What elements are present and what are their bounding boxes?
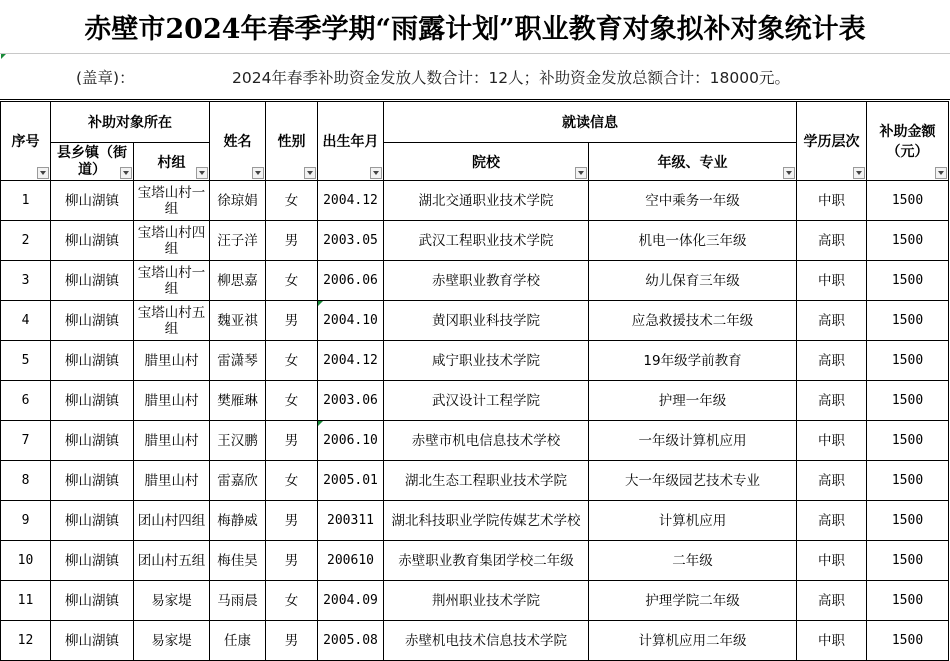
cell-level: 高职: [797, 581, 867, 621]
cell-grade: 计算机应用二年级: [589, 621, 797, 661]
cell-no: 7: [1, 421, 51, 461]
cell-gender: 男: [266, 621, 318, 661]
cell-grade: 二年级: [589, 541, 797, 581]
cell-school: 赤壁机电技术信息技术学院: [384, 621, 589, 661]
table-row: [1, 341, 949, 381]
cell-village: 腊里山村: [134, 421, 210, 461]
table-row: [1, 381, 949, 421]
cell-marker-icon: [318, 421, 323, 426]
table-row: [1, 301, 949, 341]
col-header-no: 序号: [1, 102, 51, 181]
cell-grade: 一年级计算机应用: [589, 421, 797, 461]
cell-school: 武汉设计工程学院: [384, 381, 589, 421]
cell-name: 梅佳昊: [210, 541, 266, 581]
cell-no: 3: [1, 261, 51, 301]
cell-name: 雷潇琴: [210, 341, 266, 381]
filter-dropdown-icon[interactable]: [252, 167, 264, 179]
cell-school: 黄冈职业科技学院: [384, 301, 589, 341]
col-header-level: 学历层次: [797, 102, 867, 181]
cell-gender: 男: [266, 541, 318, 581]
cell-level: 高职: [797, 341, 867, 381]
cell-name: 梅静威: [210, 501, 266, 541]
cell-gender: 男: [266, 221, 318, 261]
cell-amount: 1500: [867, 581, 949, 621]
cell-village: 宝塔山村四组: [134, 221, 210, 261]
cell-name: 任康: [210, 621, 266, 661]
col-header-village: 村组: [134, 143, 210, 181]
cell-village: 易家堤: [134, 581, 210, 621]
cell-town: 柳山湖镇: [51, 301, 134, 341]
cell-birth: 2003.06: [318, 381, 384, 421]
cell-school: 湖北交通职业技术学院: [384, 181, 589, 221]
cell-village: 腊里山村: [134, 461, 210, 501]
cell-town: 柳山湖镇: [51, 461, 134, 501]
cell-grade: 19年级学前教育: [589, 341, 797, 381]
cell-village: 腊里山村: [134, 381, 210, 421]
cell-name: 马雨晨: [210, 581, 266, 621]
cell-village: 腊里山村: [134, 341, 210, 381]
col-header-location: 补助对象所在: [51, 102, 210, 143]
cell-town: 柳山湖镇: [51, 421, 134, 461]
cell-school: 赤壁职业教育集团学校二年级: [384, 541, 589, 581]
cell-amount: 1500: [867, 501, 949, 541]
cell-amount: 1500: [867, 261, 949, 301]
cell-marker-icon: [1, 54, 6, 59]
cell-village: 宝塔山村一组: [134, 261, 210, 301]
filter-dropdown-icon[interactable]: [853, 167, 865, 179]
col-header-gender: 性别: [266, 102, 318, 181]
cell-birth: 2004.12: [318, 181, 384, 221]
table-row: [1, 181, 949, 221]
col-header-amount: 补助金额（元）: [867, 102, 949, 181]
summary-text: 2024年春季补助资金发放人数合计：12人；补助资金发放总额合计：18000元。: [232, 69, 790, 87]
cell-no: 10: [1, 541, 51, 581]
col-header-name: 姓名: [210, 102, 266, 181]
cell-amount: 1500: [867, 221, 949, 261]
cell-school: 赤壁职业教育学校: [384, 261, 589, 301]
filter-dropdown-icon[interactable]: [37, 167, 49, 179]
cell-town: 柳山湖镇: [51, 181, 134, 221]
table-row: [1, 221, 949, 261]
cell-level: 中职: [797, 621, 867, 661]
cell-village: 宝塔山村五组: [134, 301, 210, 341]
cell-no: 1: [1, 181, 51, 221]
cell-grade: 幼儿保育三年级: [589, 261, 797, 301]
filter-dropdown-icon[interactable]: [120, 167, 132, 179]
table-row: [1, 581, 949, 621]
cell-level: 中职: [797, 421, 867, 461]
cell-level: 高职: [797, 301, 867, 341]
cell-town: 柳山湖镇: [51, 541, 134, 581]
cell-grade: 护理学院二年级: [589, 581, 797, 621]
cell-town: 柳山湖镇: [51, 261, 134, 301]
cell-town: 柳山湖镇: [51, 221, 134, 261]
cell-gender: 男: [266, 501, 318, 541]
cell-name: 徐琼娟: [210, 181, 266, 221]
cell-town: 柳山湖镇: [51, 501, 134, 541]
cell-amount: 1500: [867, 461, 949, 501]
cell-school: 湖北生态工程职业技术学院: [384, 461, 589, 501]
cell-amount: 1500: [867, 381, 949, 421]
cell-birth: 2006.06: [318, 261, 384, 301]
cell-amount: 1500: [867, 541, 949, 581]
cell-grade: 计算机应用: [589, 501, 797, 541]
cell-school: 湖北科技职业学院传媒艺术学校: [384, 501, 589, 541]
cell-no: 6: [1, 381, 51, 421]
cell-name: 汪子洋: [210, 221, 266, 261]
cell-gender: 男: [266, 421, 318, 461]
col-header-school: 院校: [384, 143, 589, 181]
cell-town: 柳山湖镇: [51, 581, 134, 621]
cell-village: 易家堤: [134, 621, 210, 661]
cell-no: 11: [1, 581, 51, 621]
cell-gender: 男: [266, 301, 318, 341]
cell-birth: 2005.01: [318, 461, 384, 501]
cell-school: 荆州职业技术学院: [384, 581, 589, 621]
cell-no: 2: [1, 221, 51, 261]
filter-dropdown-icon[interactable]: [935, 167, 947, 179]
cell-grade: 空中乘务一年级: [589, 181, 797, 221]
cell-school: 咸宁职业技术学院: [384, 341, 589, 381]
col-header-county: 县乡镇（街道）: [51, 143, 134, 181]
cell-no: 12: [1, 621, 51, 661]
cell-amount: 1500: [867, 181, 949, 221]
table-row: [1, 461, 949, 501]
cell-birth: 2004.09: [318, 581, 384, 621]
cell-amount: 1500: [867, 341, 949, 381]
cell-level: 高职: [797, 381, 867, 421]
cell-name: 王汉鹏: [210, 421, 266, 461]
cell-birth: 2003.05: [318, 221, 384, 261]
filter-dropdown-icon[interactable]: [575, 167, 587, 179]
page-title: 赤壁市2024年春季学期“雨露计划”职业教育对象拟补对象统计表: [0, 0, 950, 54]
table-row: [1, 621, 949, 661]
cell-town: 柳山湖镇: [51, 341, 134, 381]
cell-village: 宝塔山村一组: [134, 181, 210, 221]
cell-name: 柳思嘉: [210, 261, 266, 301]
cell-town: 柳山湖镇: [51, 621, 134, 661]
cell-gender: 女: [266, 341, 318, 381]
cell-no: 4: [1, 301, 51, 341]
cell-no: 8: [1, 461, 51, 501]
cell-amount: 1500: [867, 301, 949, 341]
filter-dropdown-icon[interactable]: [783, 167, 795, 179]
cell-birth: 2005.08: [318, 621, 384, 661]
cell-level: 高职: [797, 461, 867, 501]
table-row: [1, 421, 949, 461]
summary-bar: [0, 54, 950, 100]
col-header-grade: 年级、专业: [589, 143, 797, 181]
cell-gender: 女: [266, 381, 318, 421]
cell-level: 中职: [797, 261, 867, 301]
col-header-birth: 出生年月: [318, 102, 384, 181]
cell-no: 9: [1, 501, 51, 541]
cell-marker-icon: [318, 301, 323, 306]
cell-school: 赤壁市机电信息技术学校: [384, 421, 589, 461]
cell-birth: 2004.10: [318, 301, 384, 341]
cell-name: 雷嘉欣: [210, 461, 266, 501]
cell-name: 樊雁琳: [210, 381, 266, 421]
filter-dropdown-icon[interactable]: [196, 167, 208, 179]
filter-dropdown-icon[interactable]: [304, 167, 316, 179]
cell-level: 高职: [797, 501, 867, 541]
cell-level: 高职: [797, 221, 867, 261]
cell-birth: 2004.12: [318, 341, 384, 381]
cell-town: 柳山湖镇: [51, 381, 134, 421]
cell-village: 团山村四组: [134, 501, 210, 541]
seal-label: (盖章)：: [76, 69, 135, 87]
cell-birth: 200311: [318, 501, 384, 541]
cell-level: 中职: [797, 181, 867, 221]
cell-amount: 1500: [867, 421, 949, 461]
filter-dropdown-icon[interactable]: [370, 167, 382, 179]
cell-gender: 女: [266, 461, 318, 501]
cell-grade: 大一年级园艺技术专业: [589, 461, 797, 501]
cell-birth: 2006.10: [318, 421, 384, 461]
subsidy-table: [0, 101, 949, 661]
table-row: [1, 501, 949, 541]
cell-gender: 女: [266, 261, 318, 301]
table-row: [1, 261, 949, 301]
cell-birth: 200610: [318, 541, 384, 581]
cell-school: 武汉工程职业技术学院: [384, 221, 589, 261]
table-row: [1, 541, 949, 581]
col-header-study: 就读信息: [384, 102, 797, 143]
cell-grade: 机电一体化三年级: [589, 221, 797, 261]
cell-name: 魏亚祺: [210, 301, 266, 341]
cell-level: 中职: [797, 541, 867, 581]
cell-grade: 应急救援技术二年级: [589, 301, 797, 341]
cell-grade: 护理一年级: [589, 381, 797, 421]
cell-gender: 女: [266, 181, 318, 221]
cell-village: 团山村五组: [134, 541, 210, 581]
cell-no: 5: [1, 341, 51, 381]
cell-gender: 女: [266, 581, 318, 621]
cell-amount: 1500: [867, 621, 949, 661]
